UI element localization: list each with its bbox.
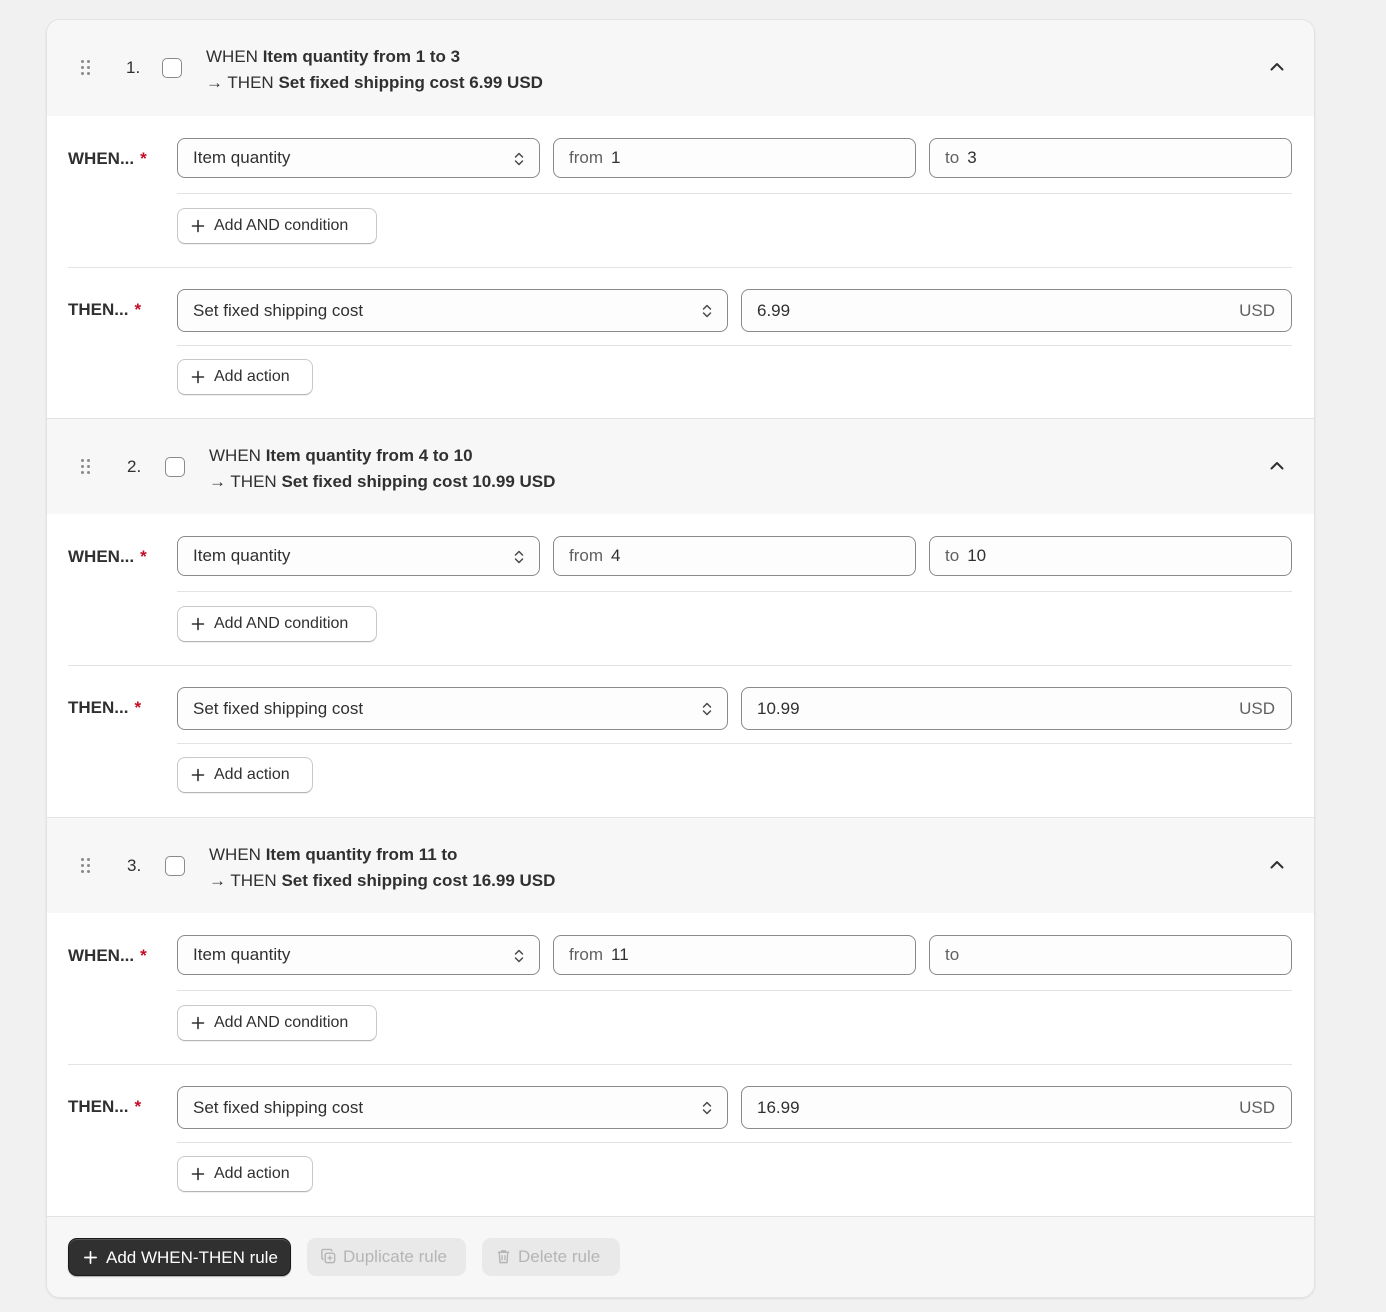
- plus-icon: [191, 219, 205, 233]
- when-label: [68, 547, 147, 567]
- add-when-then-rule-button[interactable]: [68, 1238, 291, 1276]
- currency-suffix: USD: [1239, 1098, 1275, 1117]
- chevron-up-icon[interactable]: [1268, 457, 1286, 475]
- to-value: 10: [967, 546, 987, 565]
- action-select-value: Set fixed shipping cost: [193, 1098, 364, 1117]
- drag-handle-icon[interactable]: [81, 858, 93, 874]
- summary-when: Item quantity from 1 to 3: [262, 47, 461, 66]
- action-select[interactable]: [177, 1086, 728, 1129]
- divider: [177, 591, 1292, 592]
- select-arrows-icon: [513, 947, 525, 965]
- rule-summary: [209, 443, 555, 495]
- plus-icon: [191, 1167, 205, 1181]
- amount-input[interactable]: [741, 687, 1292, 730]
- condition-select-value: Item quantity: [193, 148, 291, 167]
- rule-body: [47, 913, 1314, 1215]
- section-divider: [68, 665, 1292, 666]
- plus-icon: [191, 617, 205, 631]
- add-and-condition-button[interactable]: [177, 208, 377, 244]
- select-arrows-icon: [513, 548, 525, 566]
- rule-header[interactable]: [47, 817, 1314, 913]
- add-and-condition-button[interactable]: [177, 606, 377, 642]
- to-prefix: to: [945, 546, 960, 565]
- rule-header[interactable]: [47, 20, 1314, 116]
- divider: [177, 193, 1292, 194]
- trash-icon: [495, 1248, 512, 1265]
- select-arrows-icon: [701, 700, 713, 718]
- plus-icon: [191, 1016, 205, 1030]
- required-mark: *: [134, 1097, 142, 1116]
- add-and-condition-label: Add AND condition: [214, 615, 349, 632]
- select-arrows-icon: [701, 302, 713, 320]
- add-action-label: Add action: [214, 766, 290, 783]
- from-prefix: from: [569, 148, 603, 167]
- plus-icon: [191, 768, 205, 782]
- required-mark: *: [134, 300, 142, 319]
- amount-value: 10.99: [757, 699, 800, 718]
- rule-2: [47, 418, 1314, 816]
- rule-number: 3.: [127, 856, 142, 875]
- select-arrows-icon: [701, 1099, 713, 1117]
- when-label-text: WHEN...: [68, 149, 135, 168]
- summary-when-prefix: WHEN: [209, 845, 261, 864]
- summary-when-prefix: WHEN: [209, 446, 261, 465]
- duplicate-rule-button[interactable]: [307, 1238, 466, 1276]
- rule-select-checkbox[interactable]: [165, 457, 185, 477]
- divider: [177, 743, 1292, 744]
- add-when-then-rule-label: Add WHEN-THEN rule: [106, 1248, 278, 1267]
- rule-header[interactable]: [47, 418, 1314, 514]
- from-input[interactable]: [553, 536, 916, 576]
- summary-then-prefix: → THEN: [209, 472, 277, 491]
- summary-then-prefix: → THEN: [206, 73, 274, 92]
- rule-select-checkbox[interactable]: [165, 856, 185, 876]
- summary-then: Set fixed shipping cost 16.99 USD: [281, 871, 556, 890]
- when-label-text: WHEN...: [68, 547, 135, 566]
- chevron-up-icon[interactable]: [1268, 58, 1286, 76]
- plus-icon: [83, 1250, 98, 1265]
- summary-then: Set fixed shipping cost 6.99 USD: [278, 73, 543, 92]
- rule-select-checkbox[interactable]: [162, 58, 182, 78]
- to-input[interactable]: [929, 935, 1292, 975]
- action-select[interactable]: [177, 687, 728, 730]
- then-label-text: THEN...: [68, 1097, 129, 1116]
- section-divider: [68, 267, 1292, 268]
- add-and-condition-label: Add AND condition: [214, 217, 349, 234]
- amount-input[interactable]: [741, 1086, 1292, 1129]
- when-label: [68, 149, 147, 169]
- divider: [177, 990, 1292, 991]
- rule-body: [47, 116, 1314, 418]
- summary-when: Item quantity from 4 to 10: [265, 446, 473, 465]
- then-label: [68, 698, 141, 718]
- duplicate-icon: [320, 1248, 337, 1265]
- action-select-value: Set fixed shipping cost: [193, 301, 364, 320]
- summary-when-prefix: WHEN: [206, 47, 258, 66]
- condition-select[interactable]: [177, 138, 540, 178]
- rule-summary: [206, 44, 543, 96]
- add-action-button[interactable]: [177, 359, 313, 395]
- amount-value: 6.99: [757, 301, 791, 320]
- summary-then: Set fixed shipping cost 10.99 USD: [281, 472, 556, 491]
- required-mark: *: [140, 946, 147, 965]
- add-action-button[interactable]: [177, 1156, 313, 1192]
- divider: [177, 345, 1292, 346]
- required-mark: *: [134, 698, 142, 717]
- rule-number: 2.: [127, 457, 142, 476]
- to-value: 3: [967, 148, 977, 167]
- then-label-text: THEN...: [68, 698, 129, 717]
- condition-select-value: Item quantity: [193, 945, 291, 964]
- to-input[interactable]: [929, 536, 1292, 576]
- delete-rule-label: Delete rule: [518, 1247, 601, 1266]
- to-input[interactable]: [929, 138, 1292, 178]
- then-label-text: THEN...: [68, 300, 129, 319]
- action-select[interactable]: [177, 289, 728, 332]
- chevron-up-icon[interactable]: [1268, 856, 1286, 874]
- from-value: 4: [611, 546, 621, 565]
- from-prefix: from: [569, 546, 603, 565]
- rule-1: [47, 20, 1314, 418]
- rule-summary: [209, 842, 555, 894]
- drag-handle-icon[interactable]: [81, 459, 93, 475]
- required-mark: *: [140, 547, 147, 566]
- when-label-text: WHEN...: [68, 946, 135, 965]
- add-action-label: Add action: [214, 368, 290, 385]
- from-prefix: from: [569, 945, 603, 964]
- rule-body: [47, 514, 1314, 816]
- divider: [177, 1142, 1292, 1143]
- summary-then-prefix: → THEN: [209, 871, 277, 890]
- select-arrows-icon: [513, 150, 525, 168]
- to-prefix: to: [945, 148, 960, 167]
- summary-when: Item quantity from 11 to: [265, 845, 458, 864]
- rules-footer: [47, 1216, 1314, 1298]
- condition-select[interactable]: [177, 935, 540, 975]
- add-and-condition-label: Add AND condition: [214, 1014, 349, 1031]
- condition-select[interactable]: [177, 536, 540, 576]
- currency-suffix: USD: [1239, 301, 1275, 320]
- add-action-button[interactable]: [177, 757, 313, 793]
- from-value: 1: [611, 148, 621, 167]
- duplicate-rule-label: Duplicate rule: [343, 1247, 447, 1266]
- drag-handle-icon[interactable]: [81, 60, 93, 76]
- currency-suffix: USD: [1239, 699, 1275, 718]
- amount-value: 16.99: [757, 1098, 800, 1117]
- rules-card: [46, 19, 1315, 1298]
- delete-rule-button[interactable]: [482, 1238, 620, 1276]
- action-select-value: Set fixed shipping cost: [193, 699, 364, 718]
- from-value: 11: [611, 945, 629, 964]
- when-label: [68, 946, 147, 966]
- from-input[interactable]: [553, 935, 916, 975]
- rule-3: [47, 817, 1314, 1215]
- then-label: [68, 300, 141, 320]
- rule-number: 1.: [126, 58, 141, 77]
- add-action-label: Add action: [214, 1165, 290, 1182]
- required-mark: *: [140, 149, 147, 168]
- from-input[interactable]: [553, 138, 916, 178]
- plus-icon: [191, 370, 205, 384]
- to-prefix: to: [945, 945, 960, 964]
- amount-input[interactable]: [741, 289, 1292, 332]
- add-and-condition-button[interactable]: [177, 1005, 377, 1041]
- section-divider: [68, 1064, 1292, 1065]
- then-label: [68, 1097, 141, 1117]
- condition-select-value: Item quantity: [193, 546, 291, 565]
